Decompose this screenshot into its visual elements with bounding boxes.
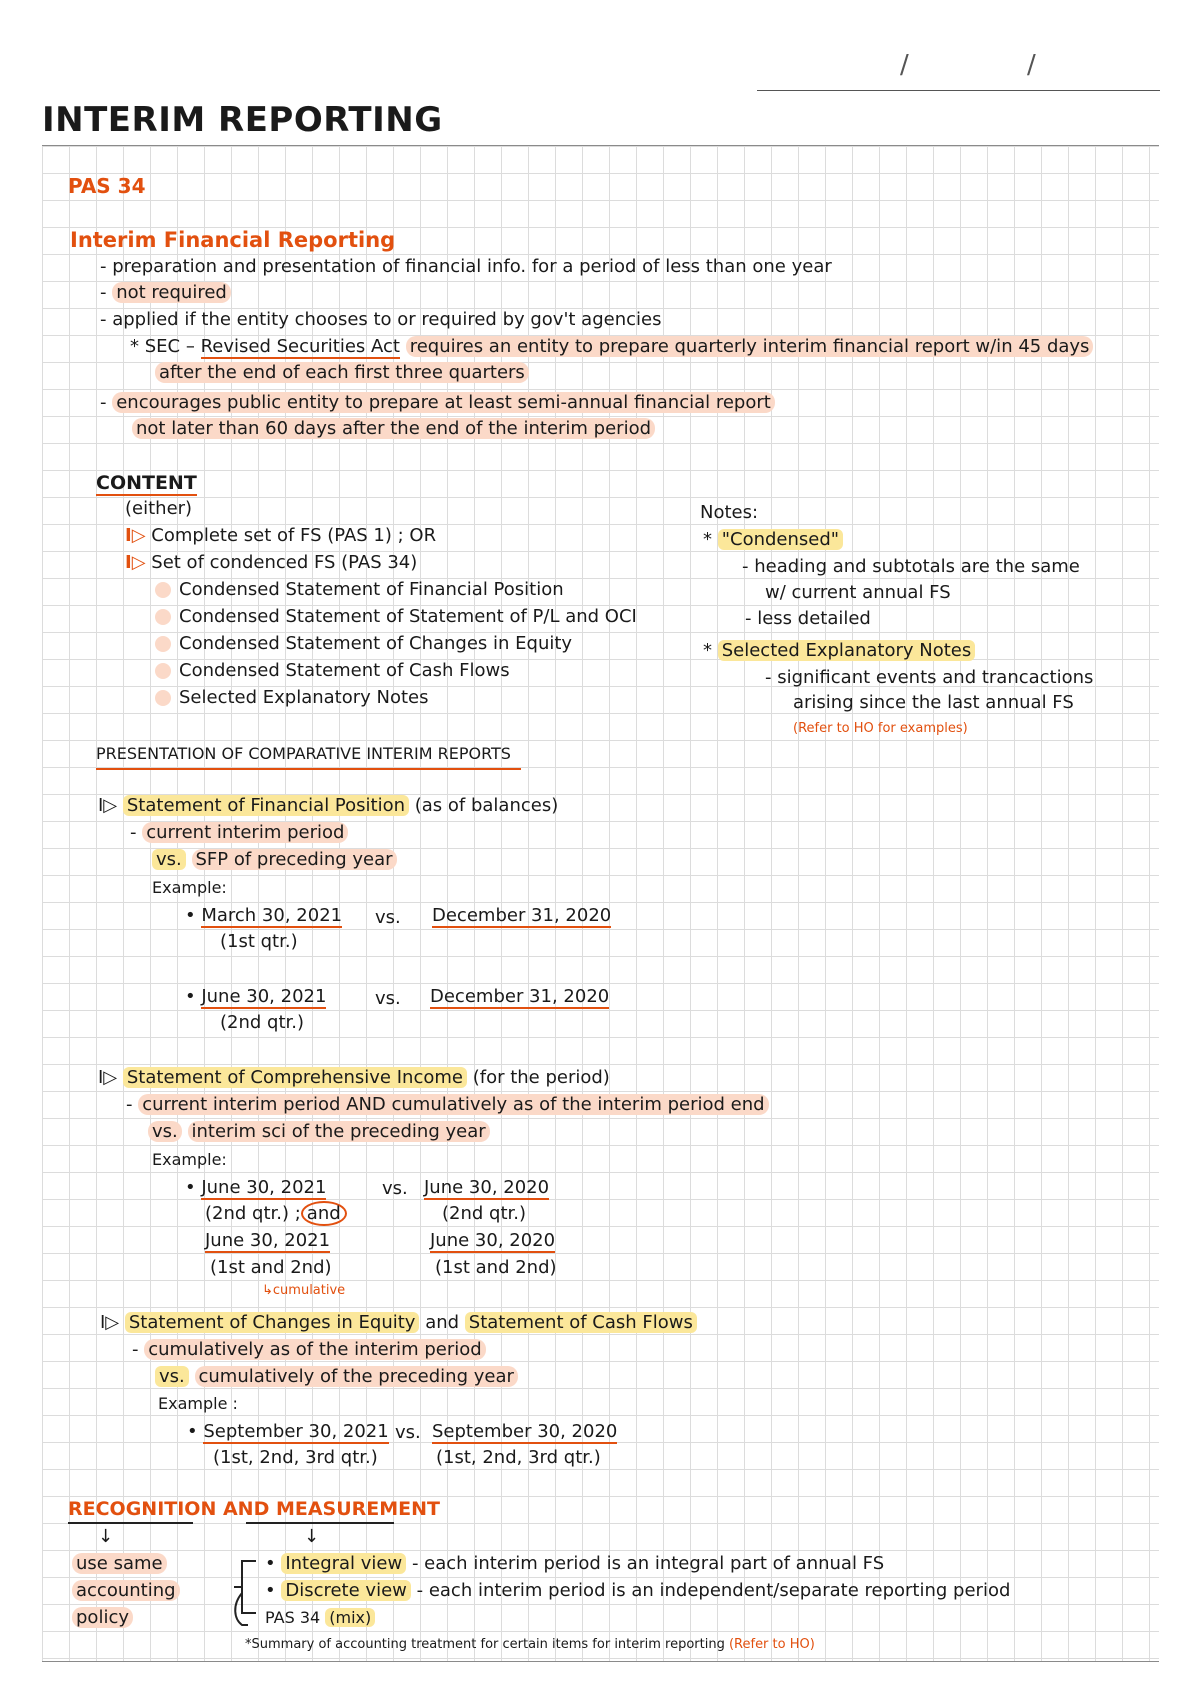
sci-a1: • June 30, 2021 xyxy=(185,1177,327,1198)
sce-b1: September 30, 2020 xyxy=(432,1421,618,1442)
summary-note: *Summary of accounting treatment for certain items for interim reporting (Refer to HO) xyxy=(245,1637,815,1652)
presentation-heading: PRESENTATION OF COMPARATIVE INTERIM REPORTS xyxy=(96,744,521,770)
sci-example-label: Example: xyxy=(152,1150,227,1169)
sfp-ex1-a-sub: (1st qtr.) xyxy=(220,931,298,952)
content-heading: CONTENT xyxy=(96,472,197,494)
notes-s1-line2: arising since the last annual FS xyxy=(793,692,1074,713)
recognition-underline-right xyxy=(246,1522,394,1524)
sfp-ex2-a-sub: (2nd qtr.) xyxy=(220,1012,305,1033)
ifr-bullet-4: - encourages public entity to prepare at least semi-annual financial report xyxy=(100,392,775,414)
sci-a3: June 30, 2021 xyxy=(205,1230,331,1251)
integral-view: • Integral view - each interim period is an integral part of annual FS xyxy=(265,1553,885,1574)
sci-a2: (2nd qtr.) ; and xyxy=(205,1203,347,1225)
sci-a4: (1st and 2nd) xyxy=(210,1257,332,1278)
notes-heading: Notes: xyxy=(700,502,759,523)
sfp-vs: vs. SFP of preceding year xyxy=(152,849,397,871)
date-slash: / xyxy=(900,50,909,80)
policy-line-2: accounting xyxy=(72,1580,180,1602)
sci-b4: (1st and 2nd) xyxy=(435,1257,557,1278)
sec-line: * SEC – Revised Securities Act requires an entity to prepare quarterly interim financial report w/in 45 days xyxy=(130,336,1093,358)
sce-title: I▷ Statement of Changes in Equity and Statement of Cash Flows xyxy=(100,1312,697,1334)
sfp-bullet: - current interim period xyxy=(130,822,348,844)
content-item: Condensed Statement of Statement of P/L and OCI xyxy=(155,606,637,628)
sce-vs-label: vs. xyxy=(395,1422,421,1443)
notes-sen: * Selected Explanatory Notes xyxy=(703,640,975,662)
content-option-1: I▷ Complete set of FS (PAS 1) ; OR xyxy=(125,525,437,546)
notes-c2: - less detailed xyxy=(745,608,871,629)
sec-line-2: after the end of each first three quarters xyxy=(155,362,529,384)
sfp-example-label: Example: xyxy=(152,878,227,897)
standard-label: PAS 34 xyxy=(68,174,146,198)
pas-mix: PAS 34 (mix) xyxy=(265,1608,375,1628)
recognition-heading: RECOGNITION AND MEASUREMENT xyxy=(68,1498,441,1520)
ifr-bullet-1: - preparation and presentation of financial info. for a period of less than one year xyxy=(100,256,832,277)
sci-cumulative-note: ↳cumulative xyxy=(262,1283,346,1298)
sce-vs: vs. cumulatively of the preceding year xyxy=(155,1366,518,1388)
sfp-title: I▷ Statement of Financial Position (as of balances) xyxy=(98,795,559,816)
sci-b3: June 30, 2020 xyxy=(430,1230,556,1251)
sce-b2: (1st, 2nd, 3rd qtr.) xyxy=(436,1447,601,1468)
sfp-ex1-vs: vs. xyxy=(375,907,401,928)
sci-b2: (2nd qtr.) xyxy=(442,1203,527,1224)
notes-c1-line2: w/ current annual FS xyxy=(765,582,951,603)
sce-bullet: - cumulatively as of the interim period xyxy=(132,1339,486,1361)
sfp-ex1-b: December 31, 2020 xyxy=(432,905,612,926)
content-item: Condensed Statement of Financial Position xyxy=(155,579,564,601)
sfp-ex1-a: • March 30, 2021 xyxy=(185,905,343,926)
notes-condensed: * "Condensed" xyxy=(703,529,843,551)
sci-title: I▷ Statement of Comprehensive Income (for the period) xyxy=(98,1067,610,1088)
ifr-bullet-4-line2: not later than 60 days after the end of the interim period xyxy=(132,418,655,440)
sfp-ex2-a: • June 30, 2021 xyxy=(185,986,327,1007)
content-item: Condensed Statement of Changes in Equity xyxy=(155,633,572,655)
content-item: Condensed Statement of Cash Flows xyxy=(155,660,510,682)
sfp-ex2-vs: vs. xyxy=(375,988,401,1009)
content-either: (either) xyxy=(125,498,193,519)
sce-a2: (1st, 2nd, 3rd qtr.) xyxy=(213,1447,378,1468)
sci-vs-label: vs. xyxy=(382,1178,408,1199)
sfp-ex2-b: December 31, 2020 xyxy=(430,986,610,1007)
content-item: Selected Explanatory Notes xyxy=(155,687,429,709)
ifr-bullet-2: - not required xyxy=(100,282,231,304)
ifr-heading: Interim Financial Reporting xyxy=(70,228,396,252)
content-option-2: I▷ Set of condenced FS (PAS 34) xyxy=(125,552,418,573)
sci-bullet: - current interim period AND cumulatively as of the interim period end xyxy=(126,1094,769,1116)
policy-line-1: use same xyxy=(72,1553,167,1575)
discrete-view: • Discrete view - each interim period is an independent/separate reporting period xyxy=(265,1580,1011,1601)
notes-refer: (Refer to HO for examples) xyxy=(793,721,968,736)
sce-a1: • September 30, 2021 xyxy=(187,1421,389,1442)
policy-line-3: policy xyxy=(72,1607,133,1629)
recognition-underline-left xyxy=(68,1522,193,1524)
date-line xyxy=(757,90,1160,91)
arrow-right: ↓ xyxy=(304,1526,320,1547)
sci-vs: vs. interim sci of the preceding year xyxy=(148,1121,490,1143)
ifr-bullet-3: - applied if the entity chooses to or required by gov't agencies xyxy=(100,309,662,330)
notes-s1: - significant events and trancactions xyxy=(765,667,1094,688)
bracket-icon xyxy=(228,1553,268,1633)
sce-example-label: Example : xyxy=(158,1394,238,1413)
date-slash: / xyxy=(1027,50,1036,80)
sci-b1: June 30, 2020 xyxy=(424,1177,550,1198)
page-title: INTERIM REPORTING xyxy=(42,100,443,140)
arrow-left: ↓ xyxy=(98,1526,114,1547)
notes-c1: - heading and subtotals are the same xyxy=(742,556,1080,577)
